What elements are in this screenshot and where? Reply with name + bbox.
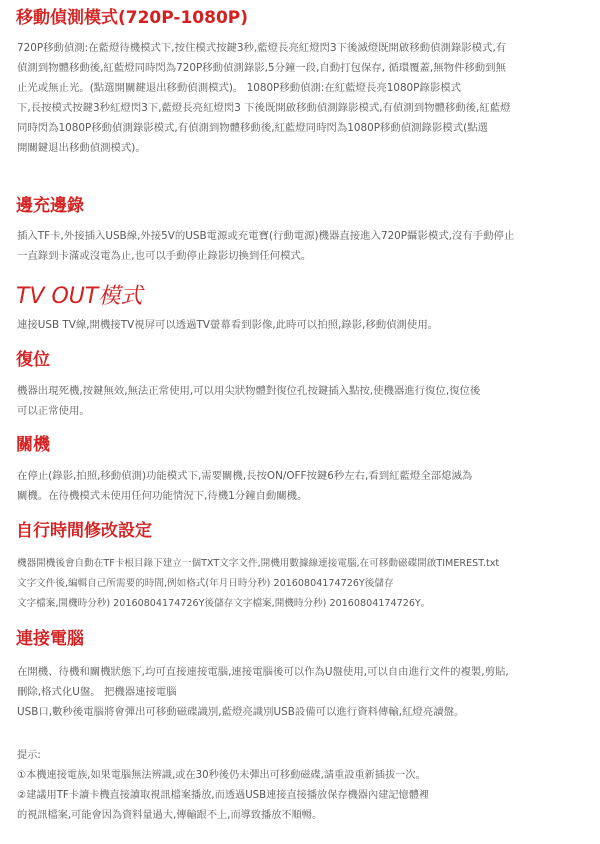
text-line: 下,長按模式按鍵3秒紅燈閃3下,藍燈長亮紅燈閃3 下後既開啟移動偵測錄影模式,有偵測到物體移動後,紅藍燈	[17, 102, 511, 114]
text-line: 連接USB TV線,開機接TV視屏可以透過TV螢幕看到影像,此時可以拍照,錄影,移動偵測使用。	[17, 319, 439, 331]
text-line: 同時閃為1080P移動偵測錄影模式,有偵測到物體移動後,紅藍燈同時閃為1080P移動偵測錄影模式(點選	[17, 122, 488, 134]
heading-charge-record: 邊充邊錄	[16, 196, 84, 216]
heading-connect-pc: 連接電腦	[16, 629, 84, 649]
text-line: 在停止(錄影,拍照,移動偵測)功能模式下,需要關機,長按ON/OFF按鍵6秒左右,看到紅藍燈全部熄滅為	[17, 470, 473, 482]
heading-power-off: 關機	[16, 435, 50, 455]
text-line: 在開機、待機和關機狀態下,均可直接連接電腦,連接電腦後可以作為U盤使用,可以自由進行文件的複製,剪貼,	[17, 666, 509, 678]
text-line: 插入TF卡,外接插入USB線,外接5V的USB電源或充電寶(行動電源)機器直接進入720P攝影模式,沒有手動停止	[17, 230, 515, 242]
text-line: 可以正常使用。	[17, 405, 90, 417]
text-line: 關機。在待機模式未使用任何功能情況下,待機1分鐘自動關機。	[17, 490, 308, 502]
paragraph-tv-out	[17, 315, 587, 335]
paragraph-reset	[17, 381, 587, 421]
paragraph-motion-detection	[17, 38, 587, 158]
text-line: 機器出現死機,按鍵無效,無法正常使用,可以用尖狀物體對復位孔按鍵插入點按,使機器進行復位,復位後	[17, 385, 481, 397]
tip-item: ②建議用TF卡讀卡機直接讀取視訊檔案播放,而透過USB連接直接播放保存機器內建記憶體裡	[17, 790, 430, 801]
text-line: 刪除,格式化U盤。 把機器連接電腦	[17, 686, 177, 698]
paragraph-time-setting	[17, 554, 587, 614]
tip-item: ①本機連接電族,如果電腦無法辨識,或在30秒後仍未彈出可移動磁碟,請重設重新插拔一次。	[17, 770, 426, 781]
heading-time-setting: 自行時間修改設定	[16, 521, 152, 541]
text-line: 止光或無止光。(點選開關鍵退出移動偵測模式)。 1080P移動偵測:在紅藍燈長亮1080P錄影模式	[17, 82, 461, 94]
text-line: 偵測到物體移動後,紅藍燈同時閃為720P移動偵測錄影,5分鐘一段,自動打包保存, 循環覆蓋,無物件移動到無	[17, 62, 506, 74]
heading-reset: 復位	[16, 350, 50, 370]
text-line: 機器開機後會自動在TF卡根目錄下建立一個TXT文字文件,開機用數據線連接電腦,在可移動磁碟開啟TIMEREST.txt	[17, 558, 500, 569]
paragraph-connect-pc	[17, 662, 587, 722]
text-line: USB口,數秒後電腦將會彈出可移動磁碟識別,藍燈亮識別USB設備可以進行資料傳輸,紅燈亮讀盤。	[17, 706, 465, 718]
paragraph-charge-record	[17, 226, 587, 266]
paragraph-power-off	[17, 466, 587, 506]
text-line: 文字文件後,編輯自己所需要的時間,例如格式(年月日時分秒) 20160804174726Y後儲存	[17, 578, 394, 589]
tips-block	[17, 746, 587, 826]
heading-motion-detection: 移動偵測模式(720P-1080P)	[16, 8, 249, 28]
text-line: 720P移動偵測:在藍燈待機模式下,按住模式按鍵3秒,藍燈長亮紅燈閃3下後滅燈既開啟移動偵測錄影模式,有	[17, 42, 507, 54]
heading-tv-out: TV OUT模式	[16, 284, 143, 309]
text-line: 文字檔案,開機時分秒) 20160804174726Y後儲存文字檔案,開機時分秒) 20160804174726Y。	[17, 598, 431, 609]
tips-label: 提示:	[17, 750, 41, 761]
text-line: 開關鍵退出移動偵測模式)。	[17, 142, 146, 154]
text-line: 一直錄到卡滿或沒電為止,也可以手動停止錄影切換到任何模式。	[17, 250, 312, 262]
tip-item: 的視訊檔案,可能會因為資料量過大,傳輸跟不上,而導致播放不順暢。	[17, 810, 323, 821]
